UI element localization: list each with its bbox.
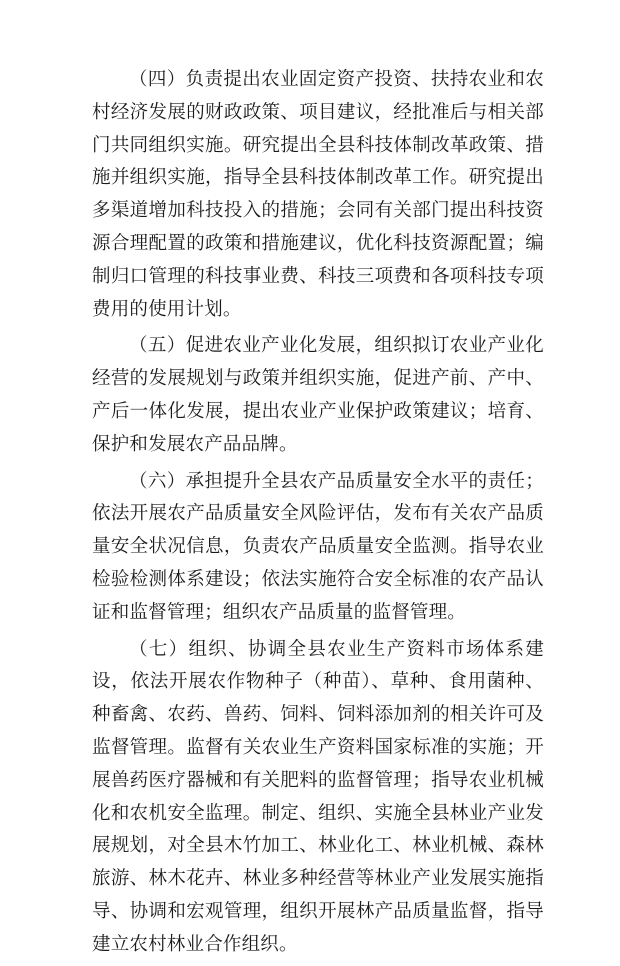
document-body [92,64,544,966]
paragraph-7: （七）组织、协调全县农业生产资料市场体系建设，依法开展农作物种子（种苗）、草种、食用菌种、种畜禽、农药、兽药、饲料、饲料添加剂的相关许可及监督管理。监督有关农业生产资料国家标准的实施；开展兽药医疗器械和有关肥料的监督管理；指导农业机械化和农机安全监理。制定、组织、实施全县林业产业发展规划，对全县木竹加工、林业化工、林业机械、森林旅游、林木花卉、林业多种经营等林业产业发展实施指导、协调和宏观管理，组织开展林产品质量监督，指导建立农村林业合作组织。 [92,638,544,955]
paragraph-5: （五）促进农业产业化发展，组织拟订农业产业化经营的发展规划与政策并组织实施，促进产前、产中、产后一体化发展，提出农业产业保护政策建议；培育、保护和发展农产品品牌。 [92,335,544,455]
paragraph-6: （六）承担提升全县农产品质量安全水平的责任；依法开展农产品质量安全风险评估，发布有关农产品质量安全状况信息，负责农产品质量安全监测。指导农业检验检测体系建设；依法实施符合安全标准的农产品认证和监督管理；组织农产品质量的监督管理。 [92,470,544,623]
paragraph-4: （四）负责提出农业固定资产投资、扶持农业和农村经济发展的财政政策、项目建议，经批准后与相关部门共同组织实施。研究提出全县科技体制改革政策、措施并组织实施，指导全县科技体制改革工作。研究提出多渠道增加科技投入的措施；会同有关部门提出科技资源合理配置的政策和措施建议，优化科技资源配置；编制归口管理的科技事业费、科技三项费和各项科技专项费用的使用计划。 [92,69,544,320]
